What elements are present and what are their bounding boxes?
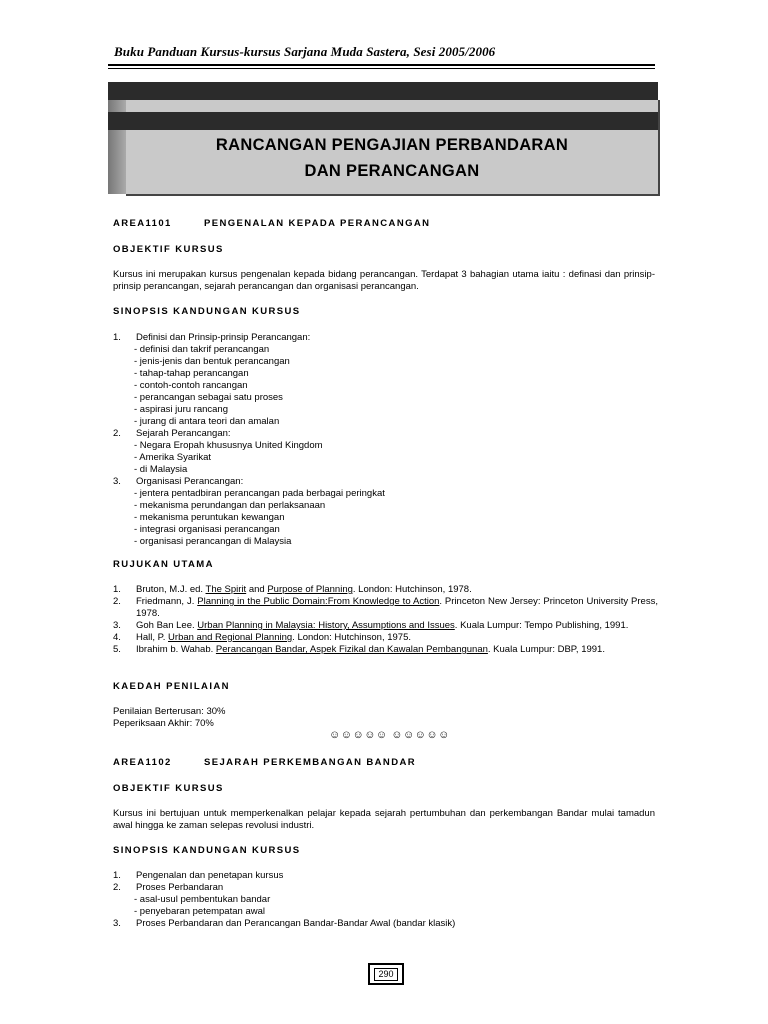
reference-part: . Kuala Lumpur: DBP, 1991.: [487, 644, 605, 655]
synopsis-item-number: 2.: [113, 882, 121, 893]
course2-synopsis-heading: SINOPSIS KANDUNGAN KURSUS: [113, 845, 301, 856]
synopsis-item: [113, 476, 658, 488]
running-header: Buku Panduan Kursus-kursus Sarjana Muda Sastera, Sesi 2005/2006: [114, 44, 496, 59]
assessment-final: Peperiksaan Akhir: 70%: [113, 718, 214, 729]
synopsis-item: [113, 440, 658, 452]
synopsis-item: [113, 882, 658, 894]
course2-objective-heading: OBJEKTIF KURSUS: [113, 783, 224, 794]
synopsis-subitem-text: - jenis-jenis dan bentuk perancangan: [134, 356, 290, 367]
reference-item: [113, 584, 658, 596]
course1-synopsis-heading: SINOPSIS KANDUNGAN KURSUS: [113, 306, 301, 317]
course1-code: AREA1101: [113, 218, 172, 229]
synopsis-item-text: Pengenalan dan penetapan kursus: [136, 870, 284, 881]
banner-title: [126, 132, 658, 184]
course2-name: SEJARAH PERKEMBANGAN BANDAR: [204, 757, 416, 768]
reference-title: Perancangan Bandar, Aspek Fizikal dan Kawalan Pembangunan: [215, 644, 488, 655]
synopsis-subitem-text: - definisi dan takrif perancangan: [134, 344, 270, 355]
synopsis-item: [113, 524, 658, 536]
synopsis-item-number: 1.: [113, 870, 121, 881]
reference-item: [113, 620, 658, 632]
reference-part: Ibrahim b. Wahab.: [136, 644, 216, 655]
course1-synopsis-list: [113, 332, 658, 548]
reference-text: [136, 644, 658, 656]
reference-number: 1.: [113, 584, 121, 595]
reference-title: Purpose of Planning: [267, 584, 353, 595]
banner-middle-bar: [108, 112, 658, 130]
synopsis-item: [113, 906, 658, 918]
page-number: 290: [374, 968, 397, 981]
synopsis-item-text: Definisi dan Prinsip-prinsip Perancangan:: [136, 332, 311, 343]
course1-references-heading: RUJUKAN UTAMA: [113, 559, 214, 570]
synopsis-item-text: Proses Perbandaran dan Perancangan Bandar-Bandar Awal (bandar klasik): [136, 918, 456, 929]
reference-text: [136, 596, 658, 620]
reference-item: [113, 596, 658, 620]
synopsis-subitem-text: - Negara Eropah khususnya United Kingdom: [134, 440, 323, 451]
header-rule-thick: [108, 64, 655, 66]
course2-synopsis-list: [113, 870, 658, 930]
synopsis-item: [113, 512, 658, 524]
synopsis-item: [113, 894, 658, 906]
reference-part: Hall, P.: [136, 632, 169, 643]
reference-title: Urban and Regional Planning: [168, 632, 293, 643]
banner-title-line1: RANCANGAN PENGAJIAN PERBANDARAN: [215, 136, 569, 154]
synopsis-subitem-text: - di Malaysia: [134, 464, 188, 475]
course1-name: PENGENALAN KEPADA PERANCANGAN: [204, 218, 431, 229]
synopsis-item-number: 3.: [113, 476, 121, 487]
synopsis-item: [113, 870, 658, 882]
synopsis-item: [113, 356, 658, 368]
synopsis-item-text: Organisasi Perancangan:: [136, 476, 244, 487]
synopsis-subitem-text: - jurang di antara teori dan amalan: [134, 416, 280, 427]
reference-part: Bruton, M.J. ed.: [136, 584, 206, 595]
reference-number: 5.: [113, 644, 121, 655]
page-number-box: [368, 963, 404, 985]
course1-references-list: [113, 584, 658, 656]
synopsis-subitem-text: - organisasi perancangan di Malaysia: [134, 536, 292, 547]
synopsis-item-text: Sejarah Perancangan:: [136, 428, 231, 439]
course1-objective-heading: OBJEKTIF KURSUS: [113, 244, 224, 255]
synopsis-subitem-text: - asal-usul pembentukan bandar: [134, 894, 271, 905]
course2-objective-text: Kursus ini bertujuan untuk memperkenalkan pelajar kepada sejarah pertumbuhan dan perkembangan Bandar mulai tamadun awal hingga ke zaman selepas revolusi industri.: [113, 808, 655, 831]
reference-item: [113, 632, 658, 644]
synopsis-subitem-text: - tahap-tahap perancangan: [134, 368, 249, 379]
synopsis-subitem-text: - integrasi organisasi perancangan: [134, 524, 280, 535]
reference-item: [113, 644, 658, 656]
synopsis-item-number: 2.: [113, 428, 121, 439]
synopsis-item: [113, 428, 658, 440]
reference-title: The Spirit: [205, 584, 247, 595]
course1-assessment-heading: KAEDAH PENILAIAN: [113, 681, 230, 692]
synopsis-item: [113, 918, 658, 930]
reference-text: [136, 584, 658, 596]
synopsis-item: [113, 536, 658, 548]
reference-number: 3.: [113, 620, 121, 631]
synopsis-item: [113, 332, 658, 344]
reference-part: . Kuala Lumpur: Tempo Publishing, 1991.: [454, 620, 629, 631]
synopsis-item: [113, 404, 658, 416]
title-banner: [108, 82, 658, 194]
synopsis-item: [113, 464, 658, 476]
synopsis-item: [113, 392, 658, 404]
reference-part: Friedmann, J.: [136, 596, 198, 607]
reference-part: and: [246, 584, 268, 595]
synopsis-subitem-text: - Amerika Syarikat: [134, 452, 212, 463]
reference-title: Urban Planning in Malaysia: History, Assumptions and Issues: [197, 620, 455, 631]
synopsis-subitem-text: - aspirasi juru rancang: [134, 404, 228, 415]
synopsis-subitem-text: - jentera pentadbiran perancangan pada berbagai peringkat: [134, 488, 385, 499]
synopsis-item: [113, 368, 658, 380]
reference-part: . London: Hutchinson, 1978.: [352, 584, 472, 595]
course1-objective-text: Kursus ini merupakan kursus pengenalan kepada bidang perancangan. Terdapat 3 bahagian utama iaitu : definasi dan prinsip-prinsip perancangan, sejarah perancangan dan organisasi perancangan.: [113, 269, 655, 292]
course2-code: AREA1102: [113, 757, 172, 768]
reference-number: 2.: [113, 596, 121, 607]
synopsis-item: [113, 500, 658, 512]
synopsis-item-text: Proses Perbandaran: [136, 882, 224, 893]
synopsis-subitem-text: - mekanisma peruntukan kewangan: [134, 512, 285, 523]
synopsis-item-number: 3.: [113, 918, 121, 929]
reference-title: Planning in the Public Domain:From Knowledge to Action: [197, 596, 440, 607]
synopsis-item: [113, 488, 658, 500]
banner-title-line2: DAN PERANCANGAN: [304, 162, 480, 180]
reference-part: . London: Hutchinson, 1975.: [292, 632, 412, 643]
reference-number: 4.: [113, 632, 121, 643]
synopsis-item: [113, 452, 658, 464]
synopsis-item: [113, 380, 658, 392]
reference-text: [136, 620, 658, 632]
reference-text: [136, 632, 658, 644]
reference-part: Goh Ban Lee.: [136, 620, 198, 631]
synopsis-subitem-text: - contoh-contoh rancangan: [134, 380, 248, 391]
reference-part: . Princeton New Jersey: Princeton University Press, 1978.: [136, 596, 658, 619]
header-rule-thin: [108, 68, 655, 69]
synopsis-subitem-text: - penyebaran petempatan awal: [134, 906, 265, 917]
assessment-continuous: Penilaian Berterusan: 30%: [113, 706, 226, 717]
synopsis-item: [113, 416, 658, 428]
synopsis-subitem-text: - perancangan sebagai satu proses: [134, 392, 283, 403]
separator-smiley-icons: ☺☺☺☺☺ ☺☺☺☺☺: [329, 729, 450, 741]
synopsis-item: [113, 344, 658, 356]
synopsis-item-number: 1.: [113, 332, 121, 343]
synopsis-subitem-text: - mekanisma perundangan dan perlaksanaan: [134, 500, 326, 511]
banner-top-bar: [108, 82, 658, 100]
